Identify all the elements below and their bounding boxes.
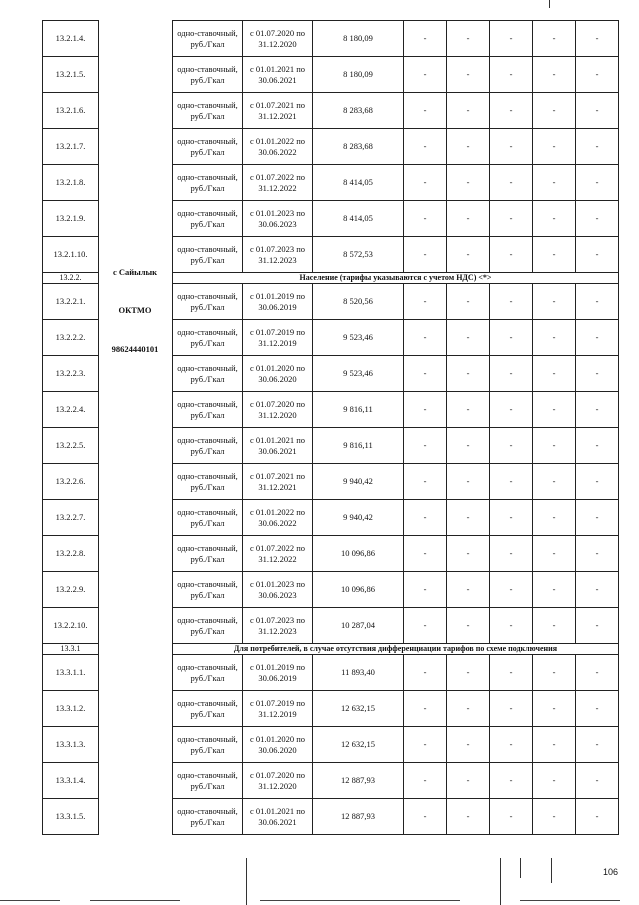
empty-value: - <box>533 356 576 392</box>
empty-value: - <box>404 763 447 799</box>
tariff-period: с 01.01.2022 по 30.06.2022 <box>243 129 313 165</box>
tariff-value: 10 096,86 <box>313 536 404 572</box>
empty-value: - <box>533 201 576 237</box>
table-row <box>43 536 619 572</box>
tariff-period: с 01.07.2022 по 31.12.2022 <box>243 165 313 201</box>
tariff-value: 8 180,09 <box>313 57 404 93</box>
empty-value: - <box>490 356 533 392</box>
empty-value: - <box>447 21 490 57</box>
empty-value: - <box>576 655 619 691</box>
empty-value: - <box>576 608 619 644</box>
empty-value: - <box>533 57 576 93</box>
empty-value: - <box>490 763 533 799</box>
empty-value: - <box>533 572 576 608</box>
empty-value: - <box>404 691 447 727</box>
tariff-type: одно-ставочный, руб./Гкал <box>173 500 243 536</box>
table-row <box>43 392 619 428</box>
location-cell <box>99 727 173 763</box>
tariff-type: одно-ставочный, руб./Гкал <box>173 57 243 93</box>
empty-value: - <box>447 763 490 799</box>
empty-value: - <box>490 21 533 57</box>
tariff-period: с 01.07.2023 по 31.12.2023 <box>243 237 313 273</box>
tariff-value: 10 096,86 <box>313 572 404 608</box>
empty-value: - <box>576 93 619 129</box>
empty-value: - <box>447 129 490 165</box>
empty-value: - <box>490 799 533 835</box>
empty-value: - <box>447 356 490 392</box>
scan-mark <box>520 900 620 901</box>
empty-value: - <box>533 237 576 273</box>
tariff-period: с 01.07.2021 по 31.12.2021 <box>243 464 313 500</box>
tariff-value: 9 816,11 <box>313 392 404 428</box>
empty-value: - <box>447 57 490 93</box>
tariff-value: 9 816,11 <box>313 428 404 464</box>
tariff-period: с 01.07.2021 по 31.12.2021 <box>243 93 313 129</box>
row-number: 13.2.1.4. <box>43 21 99 57</box>
empty-value: - <box>576 284 619 320</box>
location-cell <box>99 608 173 644</box>
table-row <box>43 57 619 93</box>
empty-value: - <box>533 763 576 799</box>
tariff-type: одно-ставочный, руб./Гкал <box>173 608 243 644</box>
empty-value: - <box>404 201 447 237</box>
table-row <box>43 500 619 536</box>
empty-value: - <box>533 691 576 727</box>
empty-value: - <box>447 727 490 763</box>
empty-value: - <box>447 237 490 273</box>
oktmo-code: 98624440101 <box>111 344 159 354</box>
empty-value: - <box>404 572 447 608</box>
row-number: 13.2.2.2. <box>43 320 99 356</box>
empty-value: - <box>533 500 576 536</box>
empty-value: - <box>404 727 447 763</box>
location-cell <box>99 536 173 572</box>
table-row <box>43 691 619 727</box>
table-row <box>43 572 619 608</box>
empty-value: - <box>576 129 619 165</box>
empty-value: - <box>576 320 619 356</box>
empty-value: - <box>447 655 490 691</box>
tariff-type: одно-ставочный, руб./Гкал <box>173 21 243 57</box>
tariff-period: с 01.01.2019 по 30.06.2019 <box>243 284 313 320</box>
tariff-type: одно-ставочный, руб./Гкал <box>173 428 243 464</box>
empty-value: - <box>447 799 490 835</box>
empty-value: - <box>490 500 533 536</box>
tariff-type: одно-ставочный, руб./Гкал <box>173 727 243 763</box>
table-row <box>43 763 619 799</box>
empty-value: - <box>576 763 619 799</box>
tariff-period: с 01.01.2023 по 30.06.2023 <box>243 572 313 608</box>
empty-value: - <box>490 608 533 644</box>
empty-value: - <box>490 129 533 165</box>
empty-value: - <box>404 129 447 165</box>
location-cell <box>99 500 173 536</box>
empty-value: - <box>533 428 576 464</box>
location-cell <box>99 356 173 392</box>
empty-value: - <box>404 464 447 500</box>
empty-value: - <box>533 464 576 500</box>
table-row <box>43 799 619 835</box>
scan-mark <box>260 900 460 901</box>
tariff-period: с 01.07.2020 по 31.12.2020 <box>243 392 313 428</box>
tariff-value: 12 632,15 <box>313 691 404 727</box>
location-cell <box>99 428 173 464</box>
empty-value: - <box>490 237 533 273</box>
row-number: 13.2.1.5. <box>43 57 99 93</box>
tariff-type: одно-ставочный, руб./Гкал <box>173 320 243 356</box>
location-cell <box>99 464 173 500</box>
empty-value: - <box>404 237 447 273</box>
empty-value: - <box>404 799 447 835</box>
tariff-value: 9 523,46 <box>313 356 404 392</box>
empty-value: - <box>490 691 533 727</box>
tariff-period: с 01.01.2021 по 30.06.2021 <box>243 799 313 835</box>
location-cell <box>99 57 173 93</box>
empty-value: - <box>447 608 490 644</box>
empty-value: - <box>490 464 533 500</box>
empty-value: - <box>576 165 619 201</box>
table-row <box>43 727 619 763</box>
tariff-type: одно-ставочный, руб./Гкал <box>173 356 243 392</box>
tariff-type: одно-ставочный, руб./Гкал <box>173 572 243 608</box>
empty-value: - <box>447 320 490 356</box>
location-cell <box>99 691 173 727</box>
empty-value: - <box>533 392 576 428</box>
row-number: 13.2.2.4. <box>43 392 99 428</box>
empty-value: - <box>490 320 533 356</box>
tariff-period: с 01.07.2020 по 31.12.2020 <box>243 21 313 57</box>
location-cell <box>99 572 173 608</box>
tariff-value: 12 887,93 <box>313 799 404 835</box>
empty-value: - <box>404 428 447 464</box>
empty-value: - <box>404 320 447 356</box>
tariff-value: 9 940,42 <box>313 500 404 536</box>
tariff-value: 8 283,68 <box>313 93 404 129</box>
location-cell <box>99 392 173 428</box>
section-header-row <box>43 644 619 655</box>
empty-value: - <box>533 284 576 320</box>
empty-value: - <box>533 21 576 57</box>
empty-value: - <box>576 572 619 608</box>
empty-value: - <box>533 165 576 201</box>
row-number: 13.2.1.9. <box>43 201 99 237</box>
tariff-value: 8 414,05 <box>313 201 404 237</box>
row-number: 13.3.1.3. <box>43 727 99 763</box>
empty-value: - <box>447 201 490 237</box>
empty-value: - <box>404 392 447 428</box>
tariff-value: 9 523,46 <box>313 320 404 356</box>
tariff-value: 8 180,09 <box>313 21 404 57</box>
empty-value: - <box>447 284 490 320</box>
tariff-type: одно-ставочный, руб./Гкал <box>173 165 243 201</box>
tariff-value: 12 887,93 <box>313 763 404 799</box>
tariff-period: с 01.07.2020 по 31.12.2020 <box>243 763 313 799</box>
row-number: 13.2.2.8. <box>43 536 99 572</box>
empty-value: - <box>533 93 576 129</box>
empty-value: - <box>490 165 533 201</box>
row-number: 13.2.2.1. <box>43 284 99 320</box>
row-number: 13.2.2.10. <box>43 608 99 644</box>
empty-value: - <box>404 608 447 644</box>
empty-value: - <box>490 284 533 320</box>
row-number: 13.2.2.9. <box>43 572 99 608</box>
location-cell <box>99 763 173 799</box>
table-row <box>43 428 619 464</box>
tariff-period: с 01.01.2021 по 30.06.2021 <box>243 57 313 93</box>
scan-mark <box>520 858 521 878</box>
row-number: 13.2.1.7. <box>43 129 99 165</box>
scan-mark <box>500 858 501 905</box>
empty-value: - <box>533 129 576 165</box>
table-row <box>43 129 619 165</box>
location-cell <box>99 644 173 655</box>
page-number: 106 <box>603 867 619 877</box>
tariff-type: одно-ставочный, руб./Гкал <box>173 284 243 320</box>
tariff-type: одно-ставочный, руб./Гкал <box>173 392 243 428</box>
location-cell <box>99 129 173 165</box>
tariff-type: одно-ставочный, руб./Гкал <box>173 536 243 572</box>
tariff-table <box>42 20 619 835</box>
empty-value: - <box>533 608 576 644</box>
empty-value: - <box>404 500 447 536</box>
row-number: 13.2.2.3. <box>43 356 99 392</box>
empty-value: - <box>533 320 576 356</box>
empty-value: - <box>576 21 619 57</box>
section-title: Население (тарифы указываются с учетом НДС) <*> <box>173 273 619 284</box>
tariff-value: 9 940,42 <box>313 464 404 500</box>
row-number: 13.3.1.1. <box>43 655 99 691</box>
empty-value: - <box>576 201 619 237</box>
tariff-period: с 01.01.2023 по 30.06.2023 <box>243 201 313 237</box>
tariff-value: 8 414,05 <box>313 165 404 201</box>
tariff-period: с 01.07.2019 по 31.12.2019 <box>243 320 313 356</box>
table-row <box>43 464 619 500</box>
empty-value: - <box>533 655 576 691</box>
empty-value: - <box>447 392 490 428</box>
scan-mark <box>0 900 60 901</box>
empty-value: - <box>490 392 533 428</box>
oktmo-label: ОКТМО <box>118 305 152 315</box>
tariff-type: одно-ставочный, руб./Гкал <box>173 763 243 799</box>
empty-value: - <box>404 57 447 93</box>
table-row <box>43 21 619 57</box>
location-cell <box>99 201 173 237</box>
tariff-value: 8 283,68 <box>313 129 404 165</box>
row-number: 13.3.1.5. <box>43 799 99 835</box>
table-row <box>43 201 619 237</box>
empty-value: - <box>447 93 490 129</box>
table-row <box>43 356 619 392</box>
row-number: 13.2.2.5. <box>43 428 99 464</box>
empty-value: - <box>490 93 533 129</box>
row-number: 13.2.1.10. <box>43 237 99 273</box>
row-number: 13.3.1.2. <box>43 691 99 727</box>
empty-value: - <box>576 392 619 428</box>
empty-value: - <box>533 536 576 572</box>
empty-value: - <box>490 655 533 691</box>
tariff-period: с 01.01.2021 по 30.06.2021 <box>243 428 313 464</box>
empty-value: - <box>447 536 490 572</box>
tariff-period: с 01.01.2019 по 30.06.2019 <box>243 655 313 691</box>
empty-value: - <box>576 57 619 93</box>
table-row <box>43 608 619 644</box>
empty-value: - <box>533 727 576 763</box>
row-number: 13.2.1.8. <box>43 165 99 201</box>
location-cell <box>99 799 173 835</box>
tariff-type: одно-ставочный, руб./Гкал <box>173 691 243 727</box>
tariff-type: одно-ставочный, руб./Гкал <box>173 201 243 237</box>
empty-value: - <box>576 536 619 572</box>
scan-mark <box>551 858 552 883</box>
empty-value: - <box>576 799 619 835</box>
tariff-period: с 01.01.2020 по 30.06.2020 <box>243 727 313 763</box>
location-cell <box>99 21 173 57</box>
empty-value: - <box>490 536 533 572</box>
empty-value: - <box>404 284 447 320</box>
empty-value: - <box>404 356 447 392</box>
location-cell <box>99 93 173 129</box>
empty-value: - <box>490 572 533 608</box>
empty-value: - <box>490 201 533 237</box>
tariff-type: одно-ставочный, руб./Гкал <box>173 237 243 273</box>
section-number: 13.3.1 <box>43 644 99 655</box>
tariff-period: с 01.01.2020 по 30.06.2020 <box>243 356 313 392</box>
row-number: 13.3.1.4. <box>43 763 99 799</box>
table-row <box>43 93 619 129</box>
empty-value: - <box>576 356 619 392</box>
empty-value: - <box>533 799 576 835</box>
empty-value: - <box>576 237 619 273</box>
tariff-period: с 01.07.2019 по 31.12.2019 <box>243 691 313 727</box>
empty-value: - <box>490 428 533 464</box>
location-cell <box>99 165 173 201</box>
tariff-value: 8 520,56 <box>313 284 404 320</box>
empty-value: - <box>576 691 619 727</box>
section-title: Для потребителей, в случае отсутствия дифференциации тарифов по схеме подключения <box>173 644 619 655</box>
tariff-value: 8 572,53 <box>313 237 404 273</box>
empty-value: - <box>490 727 533 763</box>
tariff-period: с 01.07.2022 по 31.12.2022 <box>243 536 313 572</box>
empty-value: - <box>576 727 619 763</box>
empty-value: - <box>490 57 533 93</box>
row-number: 13.2.1.6. <box>43 93 99 129</box>
tariff-type: одно-ставочный, руб./Гкал <box>173 93 243 129</box>
tariff-type: одно-ставочный, руб./Гкал <box>173 464 243 500</box>
tariff-type: одно-ставочный, руб./Гкал <box>173 799 243 835</box>
empty-value: - <box>447 500 490 536</box>
location-cell <box>99 655 173 691</box>
tariff-value: 12 632,15 <box>313 727 404 763</box>
row-number: 13.2.2.7. <box>43 500 99 536</box>
settlement-name: с Сайылык <box>112 267 158 277</box>
scan-mark <box>549 0 550 8</box>
section-number: 13.2.2. <box>43 273 99 284</box>
empty-value: - <box>404 655 447 691</box>
empty-value: - <box>447 464 490 500</box>
empty-value: - <box>447 428 490 464</box>
table-row <box>43 165 619 201</box>
empty-value: - <box>447 572 490 608</box>
empty-value: - <box>447 165 490 201</box>
tariff-period: с 01.01.2022 по 30.06.2022 <box>243 500 313 536</box>
scan-mark <box>90 900 180 901</box>
empty-value: - <box>576 500 619 536</box>
row-number: 13.2.2.6. <box>43 464 99 500</box>
tariff-period: с 01.07.2023 по 31.12.2023 <box>243 608 313 644</box>
tariff-type: одно-ставочный, руб./Гкал <box>173 655 243 691</box>
empty-value: - <box>404 165 447 201</box>
tariff-value: 10 287,04 <box>313 608 404 644</box>
tariff-value: 11 893,40 <box>313 655 404 691</box>
table-row <box>43 655 619 691</box>
empty-value: - <box>447 691 490 727</box>
scan-mark <box>246 858 247 905</box>
empty-value: - <box>576 464 619 500</box>
tariff-type: одно-ставочный, руб./Гкал <box>173 129 243 165</box>
empty-value: - <box>576 428 619 464</box>
empty-value: - <box>404 21 447 57</box>
empty-value: - <box>404 93 447 129</box>
empty-value: - <box>404 536 447 572</box>
